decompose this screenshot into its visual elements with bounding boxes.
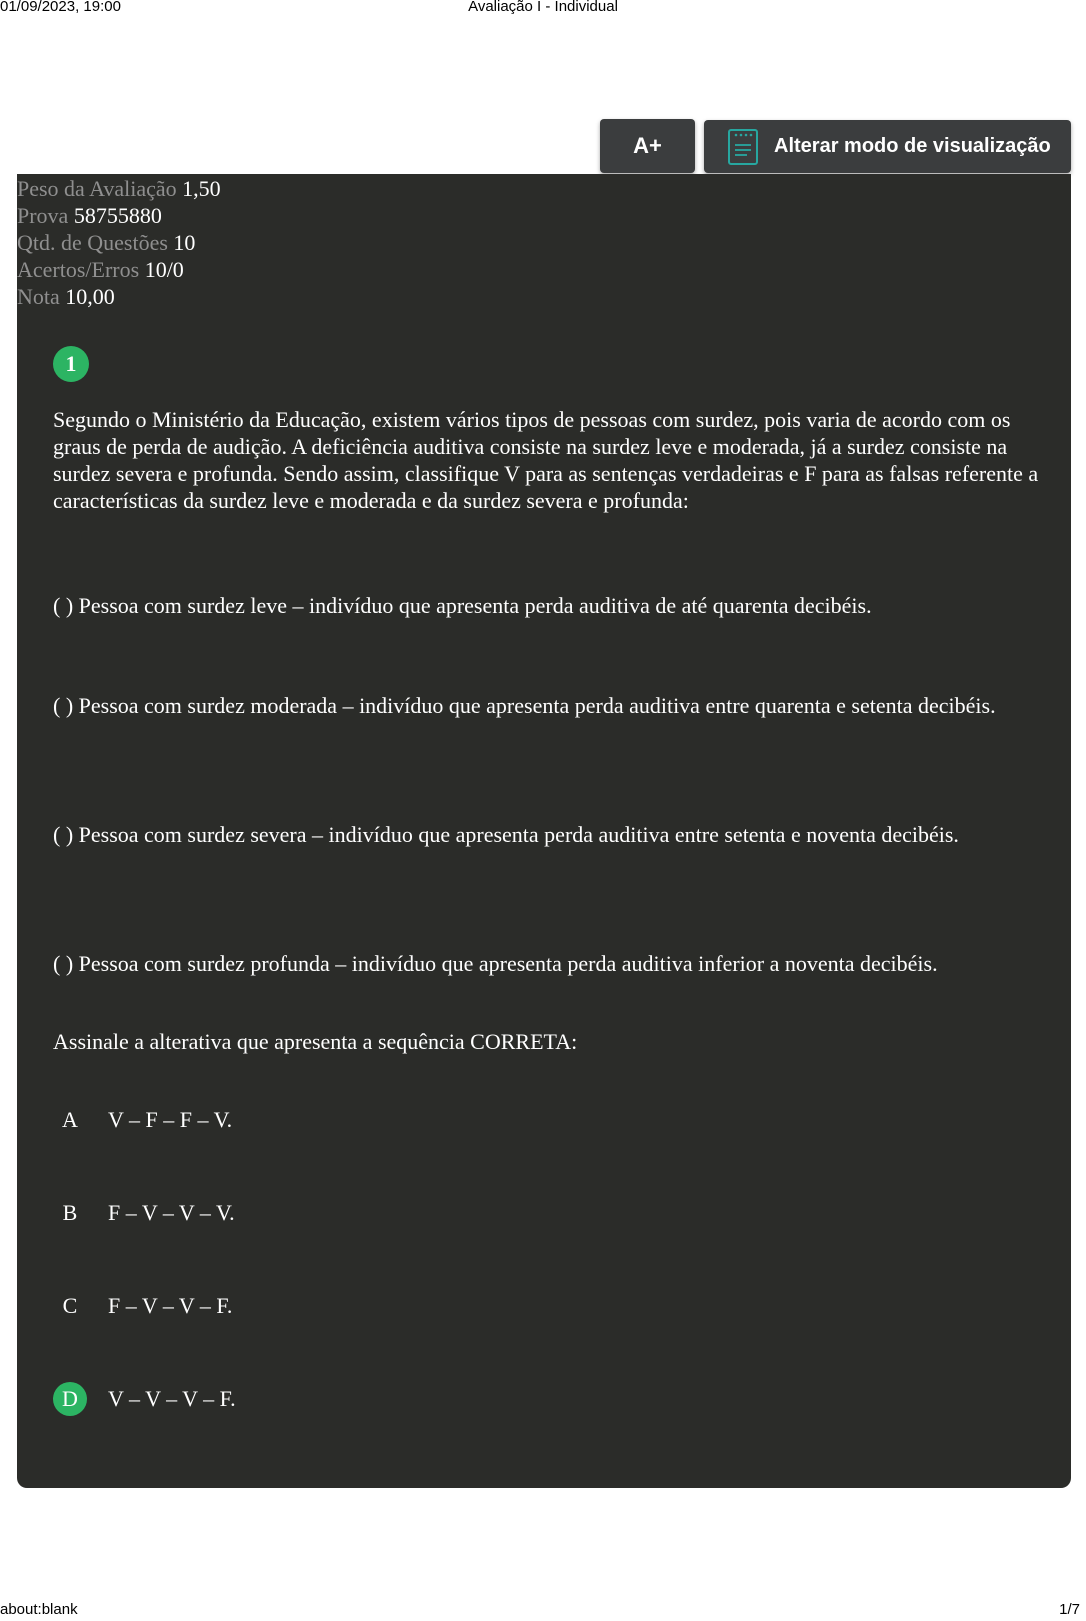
- sentence-2: ( ) Pessoa com surdez moderada – indivíduo que apresenta perda auditiva entre quarenta e setenta decibéis.: [53, 693, 996, 718]
- summary-acertos-erros: Acertos/Erros 10/0: [17, 257, 184, 282]
- question-instruction: Assinale a alterativa que apresenta a sequência CORRETA:: [53, 1029, 578, 1054]
- alternative-letter: C: [62, 1293, 78, 1318]
- correct-answer-badge: D: [53, 1382, 87, 1416]
- summary-prova: Prova 58755880: [17, 203, 162, 228]
- sentence-4: ( ) Pessoa com surdez profunda – indivíduo que apresenta perda auditiva inferior a noventa decibéis.: [53, 951, 938, 976]
- alternative-text: F – V – V – F.: [108, 1293, 233, 1318]
- summary-peso: Peso da Avaliação 1,50: [17, 176, 221, 201]
- exam-summary: [17, 174, 1071, 310]
- alternative-text: V – F – F – V.: [108, 1107, 233, 1132]
- print-title: Avaliação I - Individual: [468, 0, 618, 15]
- question-statement: Segundo o Ministério da Educação, existem vários tipos de pessoas com surdez, pois varia de acordo com os graus de perda de audição. A deficiência auditiva consiste na surdez leve e moderada, já a surdez consiste na surdez severa e profunda. Sendo assim, classifique V para as sentenças verdadeiras e F para as falsas referente a características da surdez leve e moderada e da surdez severa e profunda:: [53, 407, 1039, 513]
- alternative-text: V – V – V – F.: [108, 1386, 236, 1411]
- change-view-mode-button[interactable]: [704, 120, 1071, 173]
- alternative-a[interactable]: [53, 1103, 653, 1139]
- font-size-label: A+: [633, 133, 662, 158]
- print-page-number: 1/7: [1059, 1601, 1080, 1618]
- alternative-letter: A: [62, 1107, 78, 1132]
- alternative-c[interactable]: [53, 1289, 653, 1325]
- font-size-button[interactable]: [600, 119, 695, 173]
- summary-nota: Nota 10,00: [17, 284, 115, 309]
- change-view-mode-label: Alterar modo de visualização: [774, 135, 1051, 157]
- alternative-b[interactable]: [53, 1196, 653, 1232]
- question-number-badge: 1: [53, 346, 89, 382]
- alternative-letter: B: [62, 1200, 78, 1225]
- sentence-1: ( ) Pessoa com surdez leve – indivíduo que apresenta perda auditiva de até quarenta decibéis.: [53, 593, 872, 618]
- print-datetime: 01/09/2023, 19:00: [0, 0, 121, 15]
- question-card: [17, 310, 1071, 1488]
- sentence-3: ( ) Pessoa com surdez severa – indivíduo que apresenta perda auditiva entre setenta e noventa decibéis.: [53, 822, 959, 847]
- print-footer: [0, 1601, 1086, 1621]
- document-icon: [728, 129, 758, 165]
- print-header: [0, 0, 1086, 18]
- alternative-d[interactable]: [53, 1382, 653, 1418]
- print-url: about:blank: [0, 1601, 78, 1618]
- summary-qtd-questoes: Qtd. de Questões 10: [17, 230, 196, 255]
- alternative-text: F – V – V – V.: [108, 1200, 235, 1225]
